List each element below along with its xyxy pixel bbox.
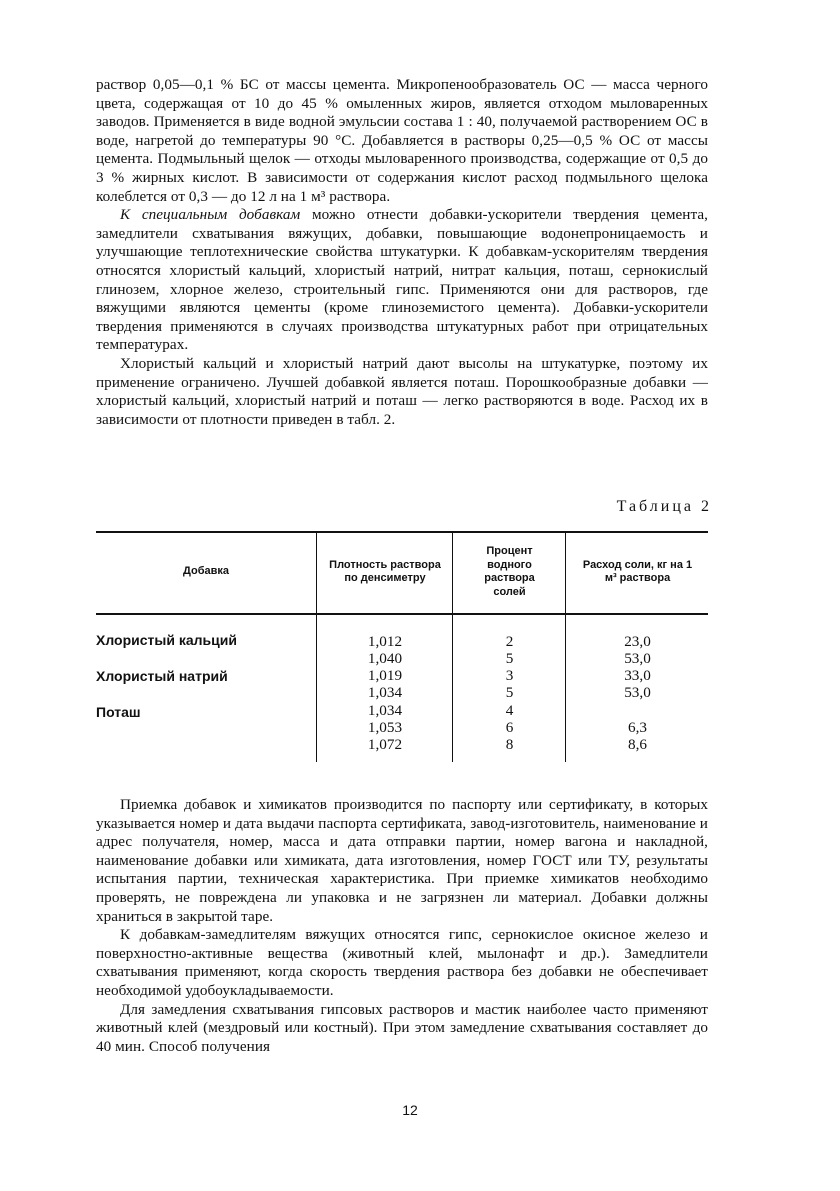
table-cell-consumption: 53,0 (624, 684, 651, 701)
table-cell-additive: Хлористый натрий (96, 668, 228, 684)
table-cell-density: 1,034 (367, 684, 403, 701)
page-number: 12 (402, 1102, 418, 1118)
table-cell-density: 1,040 (367, 650, 403, 667)
table-cell-percent: 3 (505, 667, 514, 684)
table-header-consumption: Расход соли, кг на 1 м³ раствора (582, 558, 693, 584)
table-cell-consumption: 6,3 (628, 719, 647, 736)
paragraph-2-lead: К специальным добавкам (120, 206, 301, 224)
table-header-density: Плотность раствора по денсиметру (329, 558, 441, 584)
table-cell-percent: 8 (505, 736, 514, 753)
paragraph-3: Хлористый кальций и хлористый натрий дают высолы на штукатурке, поэтому их применение ограничено. Лучшей добавкой является поташ. Порошкообразные добавки — хлористый кальций, хлористый натрий и поташ — легко растворяются в воде. Расход их в зависимости от плотности приведен в табл. 2. (96, 354, 708, 428)
table-cell-percent: 2 (505, 633, 514, 650)
table-cell-density: 1,053 (367, 719, 403, 736)
paragraph-1: раствор 0,05—0,1 % БС от массы цемента. Микропенообразователь ОС — масса черного цвета, содержащая от 10 до 45 % омыленных жиров, является отходом мыловаренных заводов. Применяется в виде водной эмульсии состава 1 : 40, получаемой растворением ОС в воде, нагретой до температуры 90 °С. Добавляется в растворы 0,25—0,5 % ОС от массы цемента. Подмыльный щелок — отходы мыловаренного производства, содержащие от 0,5 до 3 % жирных кислот. В зависимости от содержания кислот расход подмыльного щелока колеблется от 0,3 — до 12 л на 1 м³ раствора. (96, 76, 708, 205)
table-cell-density: 1,072 (367, 736, 403, 753)
table-header-additive: Добавка (183, 565, 229, 578)
table-column-divider (316, 531, 317, 762)
table-caption: Таблица 2 (616, 498, 712, 515)
paragraph-6: Для замедления схватывания гипсовых растворов и мастик наиболее часто применяют животный клей (мездровый или костный). При этом замедление схватывания составляет до 40 мин. Способ получения (96, 1000, 708, 1055)
table-cell-consumption: 53,0 (624, 650, 651, 667)
table-column-divider (565, 531, 566, 762)
table-cell-consumption: 23,0 (624, 633, 651, 650)
paragraph-2-body: можно отнести добавки-ускорители твердения цемента, замедлители схватывания вяжущих, добавки, повышающие водонепроницаемость и улучшающие теплотехнические свойства штукатурки. К добавкам-ускорителям твердения относятся хлористый кальций, хлористый натрий, нитрат кальция, поташ, сернокислый глинозем, хлорное железо, строительный гипс. Применяются они для растворов, где вяжущими являются цементы (кроме глиноземистого цемента). Добавки-ускорители твердения применяются в случаях производства штукатурных работ при отрицательных температурах. (96, 206, 708, 354)
table-cell-additive: Поташ (96, 704, 141, 720)
data-table (96, 531, 708, 762)
table-cell-percent: 5 (505, 650, 514, 667)
table-cell-consumption: 8,6 (628, 736, 647, 753)
table-cell-consumption: 33,0 (624, 667, 651, 684)
table-header-percent: Процент водного раствора солей (484, 545, 535, 598)
table-cell-percent: 5 (505, 684, 514, 701)
table-cell-percent: 6 (505, 719, 514, 736)
paragraph-4: Приемка добавок и химикатов производится по паспорту или сертификату, в которых указывается номер и дата выдачи паспорта сертификата, завод-изготовитель, наименование и адрес получателя, номер, масса и дата отправки партии, номер вагона и накладной, наименование добавки или химиката, дата изготовления, номер ГОСТ или ТУ, результаты испытания партии, техническая характеристика. При приемке химикатов необходимо проверять, не повреждена ли упаковка и не загрязнен ли материал. Добавки должны храниться в закрытой таре. (96, 796, 708, 925)
table-header-rule (96, 613, 708, 615)
table-column-divider (452, 531, 453, 762)
text-block-bottom (96, 796, 708, 1056)
table-cell-percent: 4 (505, 702, 514, 719)
paragraph-5: К добавкам-замедлителям вяжущих относятся гипс, сернокислое окисное железо и поверхностно-активные вещества (животный клей, мылонафт и др.). Замедлители схватывания применяют, когда скорость твердения раствора без добавки не обеспечивает необходимой удобоукладываемости. (96, 926, 708, 999)
table-cell-density: 1,019 (367, 667, 403, 684)
table-cell-additive: Хлористый кальций (96, 632, 237, 648)
paragraph-2 (96, 206, 708, 355)
text-block-top (96, 76, 708, 429)
table-cell-density: 1,034 (367, 702, 403, 719)
table-cell-density: 1,012 (367, 633, 403, 650)
